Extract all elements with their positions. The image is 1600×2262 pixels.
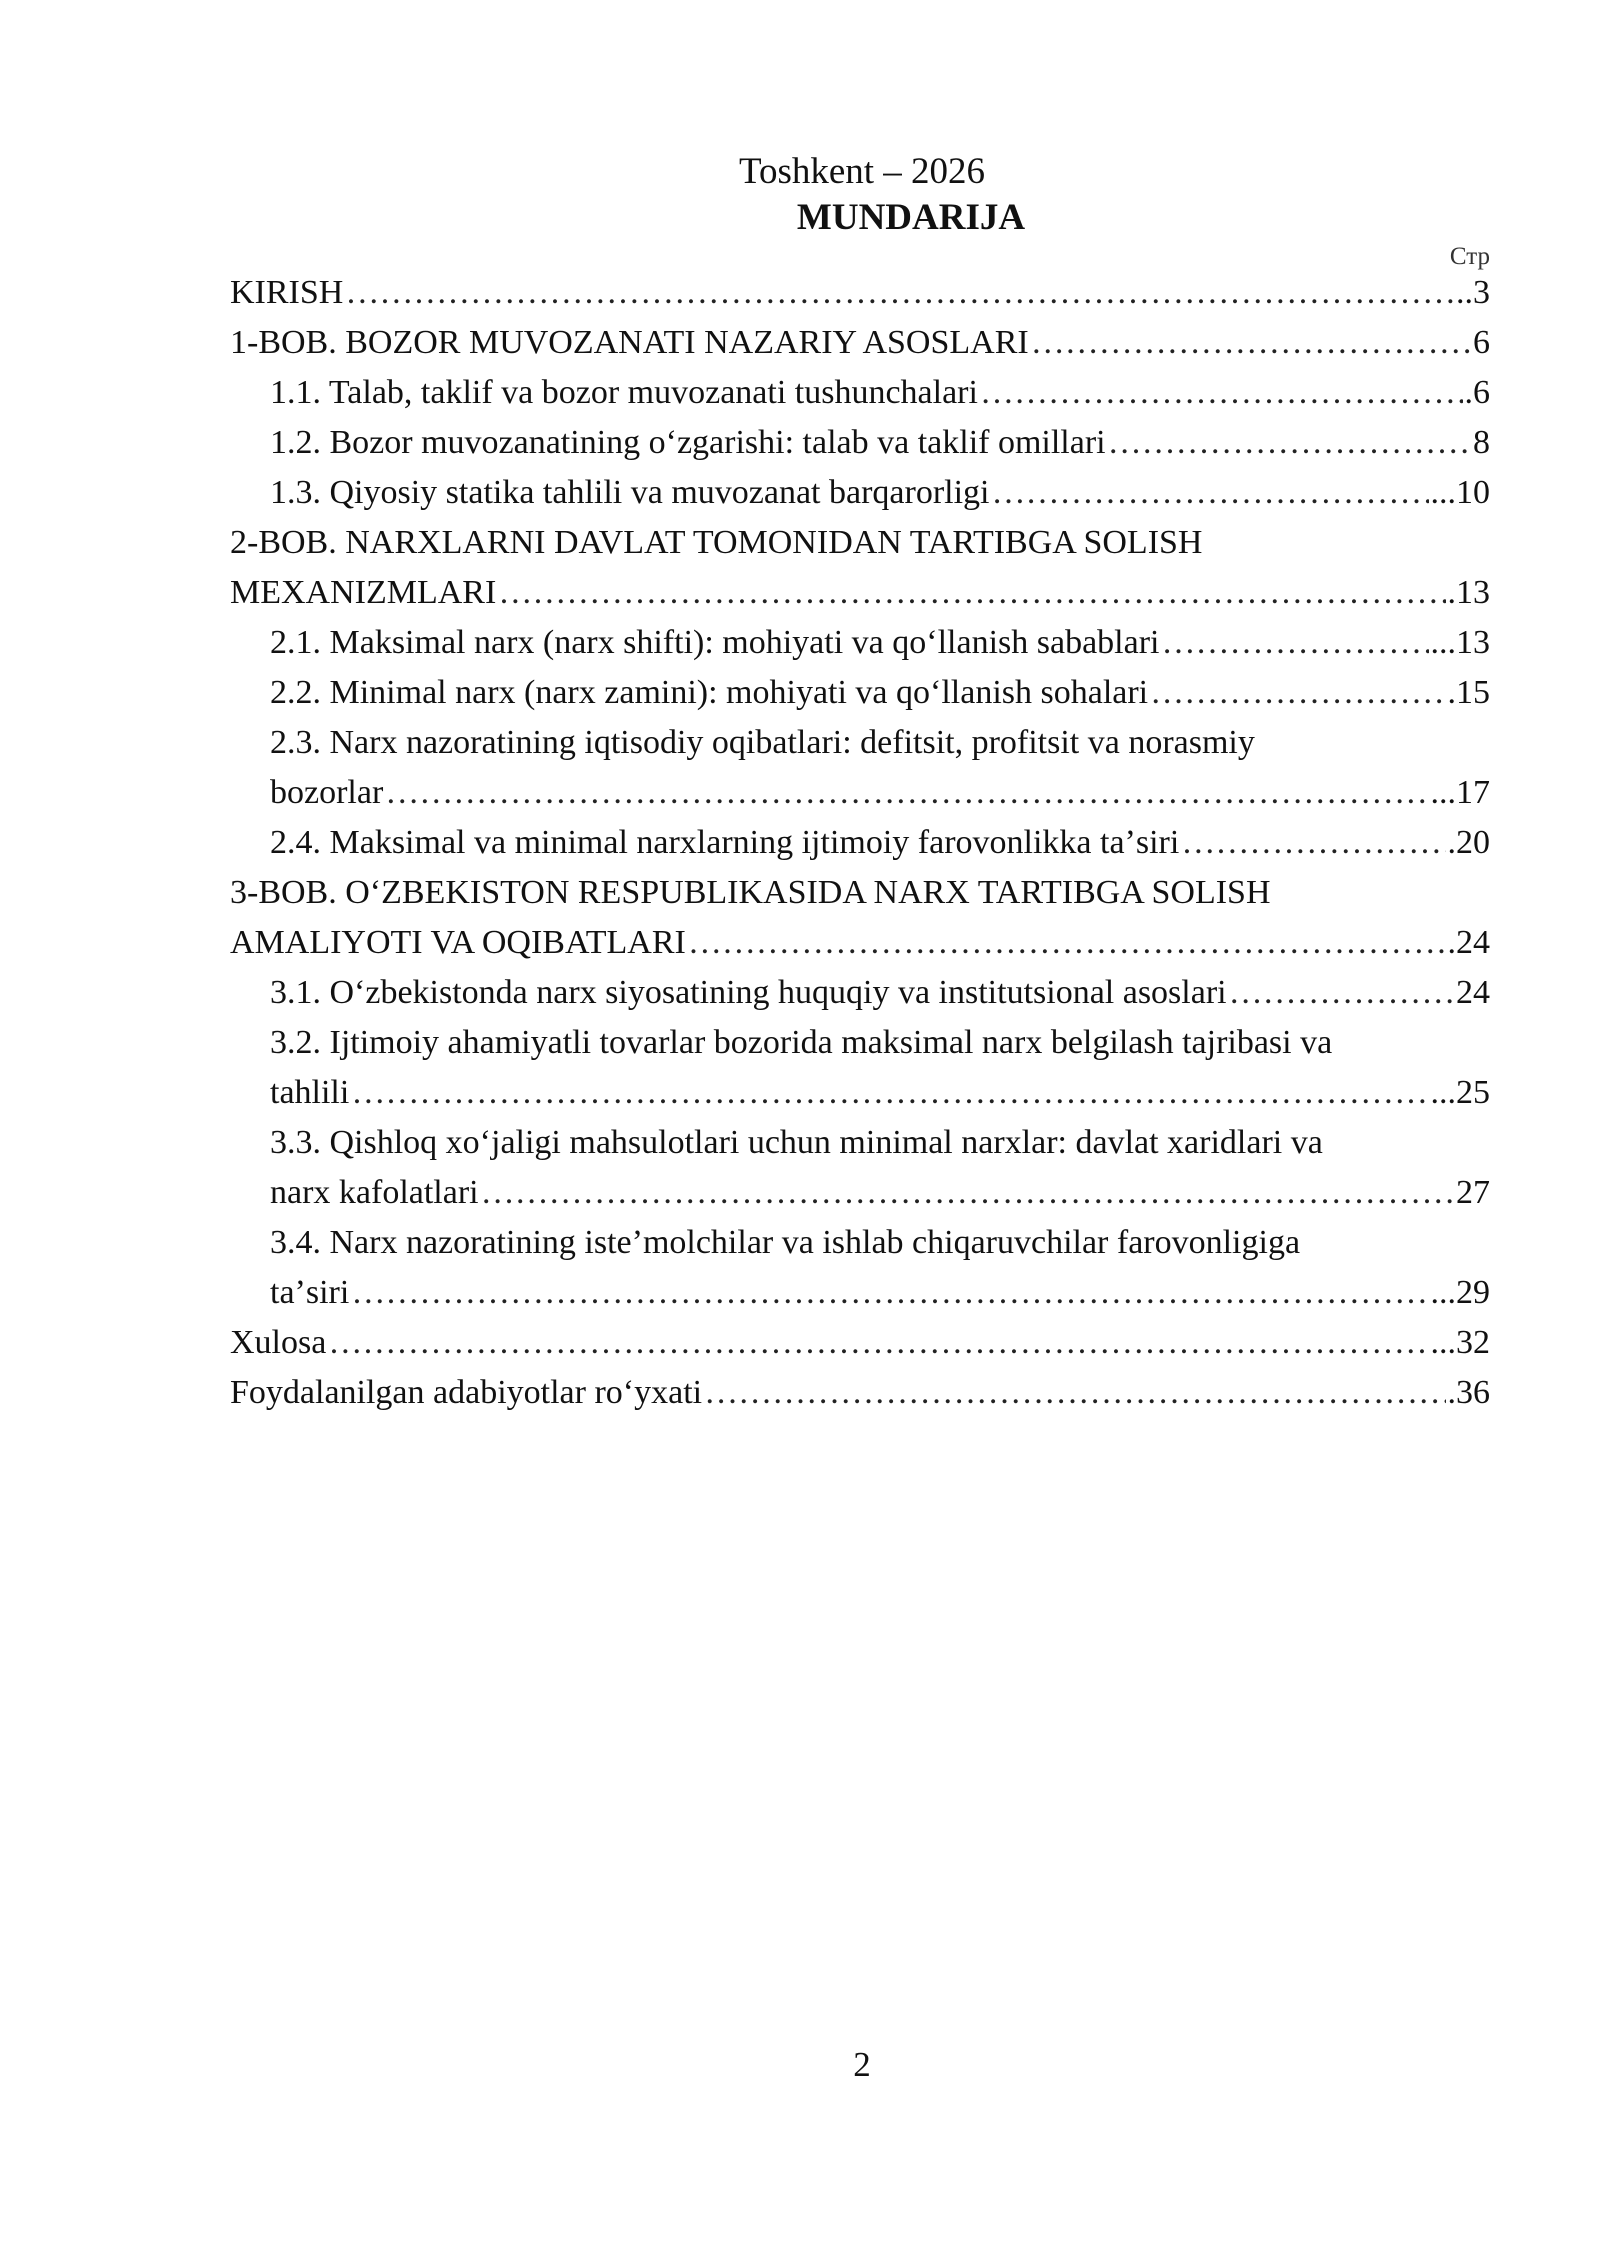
- toc-entry-title: 3.2. Ijtimoiy ahamiyatli tovarlar bozorida maksimal narx belgilash tajribasi va: [270, 1024, 1333, 1061]
- page-column-label: Стр: [1449, 243, 1490, 270]
- toc-entry-title: 2.4. Maksimal va minimal narxlarning ijtimoiy farovonlikka taʼsiri: [270, 824, 1180, 861]
- toc-entry: [230, 1218, 1490, 1268]
- toc-entry-page: ...10: [1430, 474, 1490, 511]
- toc-entry-page: 27: [1456, 1174, 1490, 1211]
- toc-entry-title: 1.1. Talab, taklif va bozor muvozanati tushunchalari: [270, 374, 978, 411]
- toc-entry: [230, 918, 1490, 968]
- toc-entry-title: Xulosa: [230, 1324, 327, 1361]
- toc-entry-title: taʼsiri: [270, 1274, 350, 1311]
- toc-entry: [230, 1118, 1490, 1168]
- toc-entry-title: 2-BOB. NARXLARNI DAVLAT TOMONIDAN TARTIBGA SOLISH: [230, 524, 1203, 561]
- toc-leader-dots: [345, 268, 1454, 318]
- table-of-contents: [230, 268, 1490, 1418]
- toc-leader-dots: [992, 468, 1429, 518]
- toc-entry-page: .6: [1464, 374, 1490, 411]
- toc-entry-page: ...17: [1430, 774, 1490, 811]
- toc-leader-dots: [351, 1268, 1428, 1318]
- toc-entry: [230, 1168, 1490, 1218]
- toc-entry-title: bozorlar: [270, 774, 384, 811]
- page-title: MUNDARIJA: [796, 197, 1026, 238]
- toc-entry-title: 3.3. Qishloq xoʻjaligi mahsulotlari uchun minimal narxlar: davlat xaridlari va: [270, 1124, 1323, 1161]
- toc-entry-page: 8: [1473, 424, 1490, 461]
- toc-entry: [230, 318, 1490, 368]
- toc-leader-dots: [704, 1368, 1445, 1418]
- toc-leader-dots: [1150, 668, 1445, 718]
- toc-leader-dots: [328, 1318, 1428, 1368]
- toc-entry-title: narx kafolatlari: [270, 1174, 479, 1211]
- toc-entry-page: 6: [1473, 324, 1490, 361]
- page-number: 2: [853, 2045, 871, 2084]
- toc-entry-page: ...25: [1430, 1074, 1490, 1111]
- toc-entry: [230, 968, 1490, 1018]
- toc-entry-page: 24: [1456, 974, 1490, 1011]
- toc-entry-title: 1-BOB. BOZOR MUVOZANATI NAZARIY ASOSLARI: [230, 324, 1029, 361]
- toc-entry-title: AMALIYOTI VA OQIBATLARI: [230, 924, 686, 961]
- toc-entry-page: ...29: [1430, 1274, 1490, 1311]
- toc-entry: [230, 368, 1490, 418]
- toc-entry-page: .36: [1447, 1374, 1490, 1411]
- toc-entry-title: 3-BOB. OʻZBEKISTON RESPUBLIKASIDA NARX TARTIBGA SOLISH: [230, 874, 1271, 911]
- toc-entry-title: 2.3. Narx nazoratining iqtisodiy oqibatlari: defitsit, profitsit va norasmiy: [270, 724, 1255, 761]
- toc-entry-page: .15: [1447, 674, 1490, 711]
- toc-leader-dots: [385, 768, 1428, 818]
- toc-entry: [230, 1018, 1490, 1068]
- city-year: Toshkent – 2026: [738, 151, 986, 192]
- toc-leader-dots: [1108, 418, 1471, 468]
- toc-leader-dots: [1229, 968, 1454, 1018]
- toc-leader-dots: [1161, 618, 1428, 668]
- toc-entry-title: tahlili: [270, 1074, 350, 1111]
- toc-entry-title: 3.4. Narx nazoratining isteʼmolchilar va ishlab chiqaruvchilar farovonligiga: [270, 1224, 1301, 1261]
- toc-entry-page: .13: [1447, 574, 1490, 611]
- toc-leader-dots: [1031, 318, 1471, 368]
- toc-leader-dots: [1181, 818, 1445, 868]
- toc-entry: [230, 1068, 1490, 1118]
- toc-entry-page: ...13: [1430, 624, 1490, 661]
- toc-entry-title: 2.1. Maksimal narx (narx shifti): mohiyati va qoʻllanish sabablari: [270, 624, 1160, 661]
- toc-leader-dots: [351, 1068, 1428, 1118]
- toc-entry: [230, 1368, 1490, 1418]
- toc-entry-title: 1.2. Bozor muvozanatining oʻzgarishi: talab va taklif omillari: [270, 424, 1106, 461]
- toc-entry-title: KIRISH: [230, 274, 344, 311]
- toc-entry: [230, 818, 1490, 868]
- toc-leader-dots: [498, 568, 1445, 618]
- toc-entry-page: .24: [1447, 924, 1490, 961]
- toc-entry: [230, 468, 1490, 518]
- toc-leader-dots: [980, 368, 1463, 418]
- toc-entry-title: Foydalanilgan adabiyotlar roʻyxati: [230, 1374, 703, 1411]
- toc-entry: [230, 518, 1490, 568]
- toc-entry: [230, 418, 1490, 468]
- toc-entry-title: 2.2. Minimal narx (narx zamini): mohiyati va qoʻllanish sohalari: [270, 674, 1149, 711]
- toc-entry: [230, 568, 1490, 618]
- toc-entry: [230, 1268, 1490, 1318]
- toc-entry-title: MEXANIZMLARI: [230, 574, 497, 611]
- toc-entry: [230, 668, 1490, 718]
- toc-entry: [230, 868, 1490, 918]
- toc-entry: [230, 768, 1490, 818]
- toc-entry-page: ..3: [1456, 274, 1490, 311]
- toc-entry-page: ...32: [1430, 1324, 1490, 1361]
- toc-entry: [230, 718, 1490, 768]
- toc-entry-page: .20: [1447, 824, 1490, 861]
- toc-entry: [230, 268, 1490, 318]
- toc-leader-dots: [481, 1168, 1454, 1218]
- toc-leader-dots: [688, 918, 1446, 968]
- toc-entry: [230, 618, 1490, 668]
- toc-entry-title: 1.3. Qiyosiy statika tahlili va muvozanat barqarorligi: [270, 474, 990, 511]
- toc-entry: [230, 1318, 1490, 1368]
- toc-entry-title: 3.1. Oʻzbekistonda narx siyosatining huquqiy va institutsional asoslari: [270, 974, 1227, 1011]
